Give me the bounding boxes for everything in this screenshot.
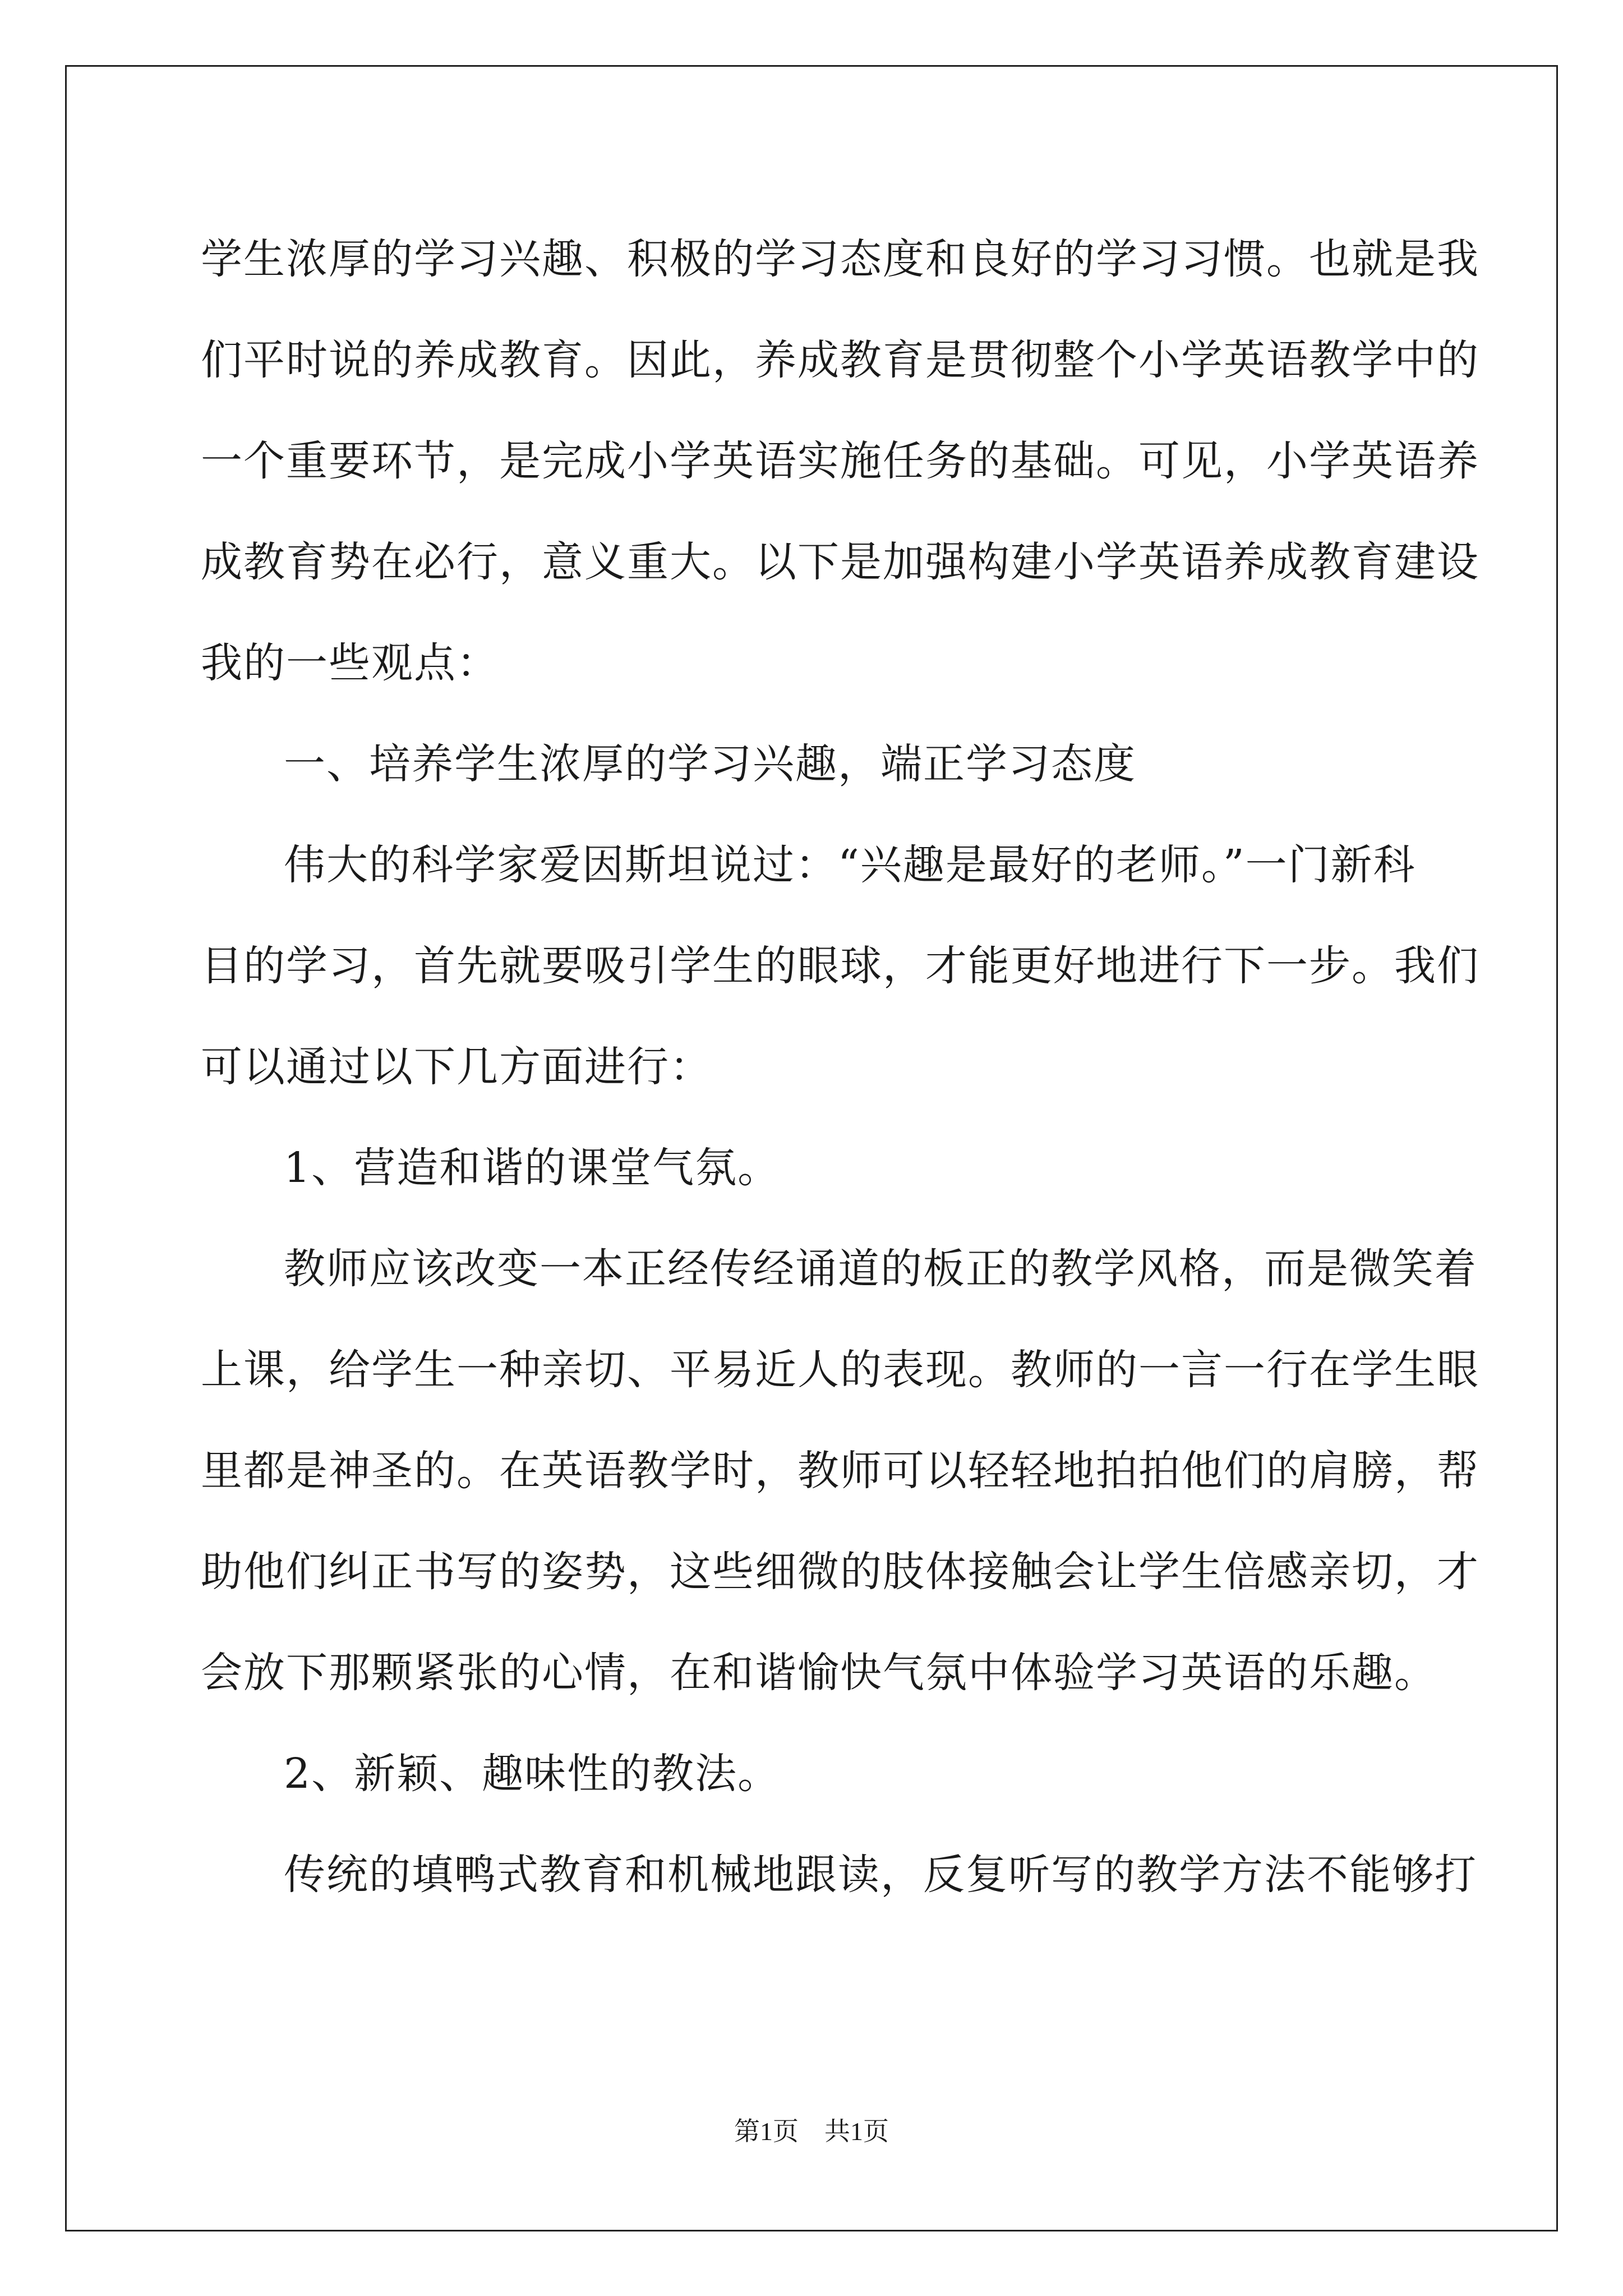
text-line-8: 目的学习，首先就要吸引学生的眼球，才能更好地进行下一步。我们 (201, 942, 1479, 990)
text-line-5: 我的一些观点： (201, 639, 499, 687)
subheading-2: 2、新颖、趣味性的教法。 (284, 1750, 781, 1798)
subheading-1: 1、营造和谐的课堂气氛。 (284, 1144, 781, 1192)
text-line-13: 里都是神圣的。在英语教学时，教师可以轻轻地拍拍他们的肩膀，帮 (201, 1447, 1479, 1495)
text-line-15: 会放下那颗紧张的心情，在和谐愉快气氛中体验学习英语的乐趣。 (201, 1649, 1437, 1697)
text-line-11: 教师应该改变一本正经传经诵道的板正的教学风格，而是微笑着 (284, 1245, 1477, 1293)
page-number-current: 第1页 (734, 2117, 799, 2146)
text-line-14: 助他们纠正书写的姿势，这些细微的肢体接触会让学生倍感亲切，才 (201, 1548, 1479, 1596)
document-body (201, 209, 1479, 1925)
text-line-7: 伟大的科学家爱因斯坦说过：“兴趣是最好的老师。”一门新科 (284, 841, 1416, 889)
page-footer (0, 2115, 1623, 2148)
text-line-3: 一个重要环节，是完成小学英语实施任务的基础。可见，小学英语养 (201, 437, 1479, 485)
text-line-12: 上课，给学生一种亲切、平易近人的表现。教师的一言一行在学生眼 (201, 1346, 1479, 1394)
text-line-9: 可以通过以下几方面进行： (201, 1043, 712, 1091)
page-number-total: 共1页 (824, 2117, 889, 2146)
text-line-2: 们平时说的养成教育。因此，养成教育是贯彻整个小学英语教学中的 (201, 336, 1479, 384)
text-line-17: 传统的填鸭式教育和机械地跟读，反复听写的教学方法不能够打 (284, 1851, 1477, 1899)
text-line-4: 成教育势在必行，意义重大。以下是加强构建小学英语养成教育建设 (201, 538, 1479, 586)
section-heading-1: 一、培养学生浓厚的学习兴趣，端正学习态度 (284, 740, 1136, 788)
text-line-1: 学生浓厚的学习兴趣、积极的学习态度和良好的学习习惯。也就是我 (201, 235, 1479, 283)
